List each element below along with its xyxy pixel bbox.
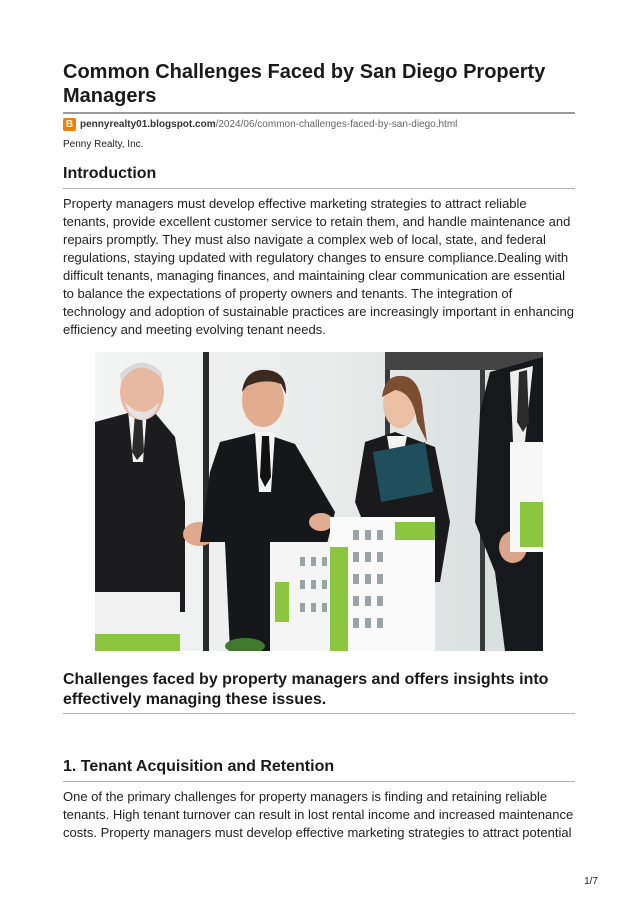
business-meeting-photo	[95, 352, 543, 651]
source-domain[interactable]: pennyrealty01.blogspot.com	[80, 119, 216, 130]
tenant-divider	[63, 781, 575, 782]
challenges-heading: Challenges faced by property managers and offers insights into effectively managing these issues.	[63, 671, 549, 708]
title-divider	[63, 112, 575, 114]
intro-divider	[63, 188, 575, 189]
page-number: 1/7	[584, 876, 598, 887]
tenant-paragraph: One of the primary challenges for property managers is finding and retaining reliable tenants. High tenant turnover can result in lost rental income and increased maintenance costs. Property managers must develop effective marketing strategies to attract potential	[63, 789, 574, 840]
challenges-divider	[63, 713, 575, 714]
tenant-heading: 1. Tenant Acquisition and Retention	[63, 758, 335, 775]
source-line[interactable]	[63, 118, 457, 131]
author-name: Penny Realty, Inc.	[63, 139, 144, 150]
intro-heading: Introduction	[63, 165, 157, 182]
blogger-icon: B	[63, 118, 76, 131]
intro-paragraph: Property managers must develop effective marketing strategies to attract reliable tenants, provide excellent customer service to retain them, and handle maintenance and repairs promptly. They must also navigate a complex web of local, state, and federal regulations, staying updated with regulatory changes to ensure compliance.Dealing with difficult tenants, managing finances, and maintaining clear communication are essential to balance the expectations of property owners and tenants. The integration of technology and adoption of sustainable practices are increasingly important in enhancing efficiency and meeting evolving tenant needs.	[63, 196, 574, 337]
photo-illustration	[95, 352, 543, 651]
source-path[interactable]: /2024/06/common-challenges-faced-by-san-diego.html	[215, 119, 458, 130]
document-title: Common Challenges Faced by San Diego Property Managers	[63, 61, 546, 107]
